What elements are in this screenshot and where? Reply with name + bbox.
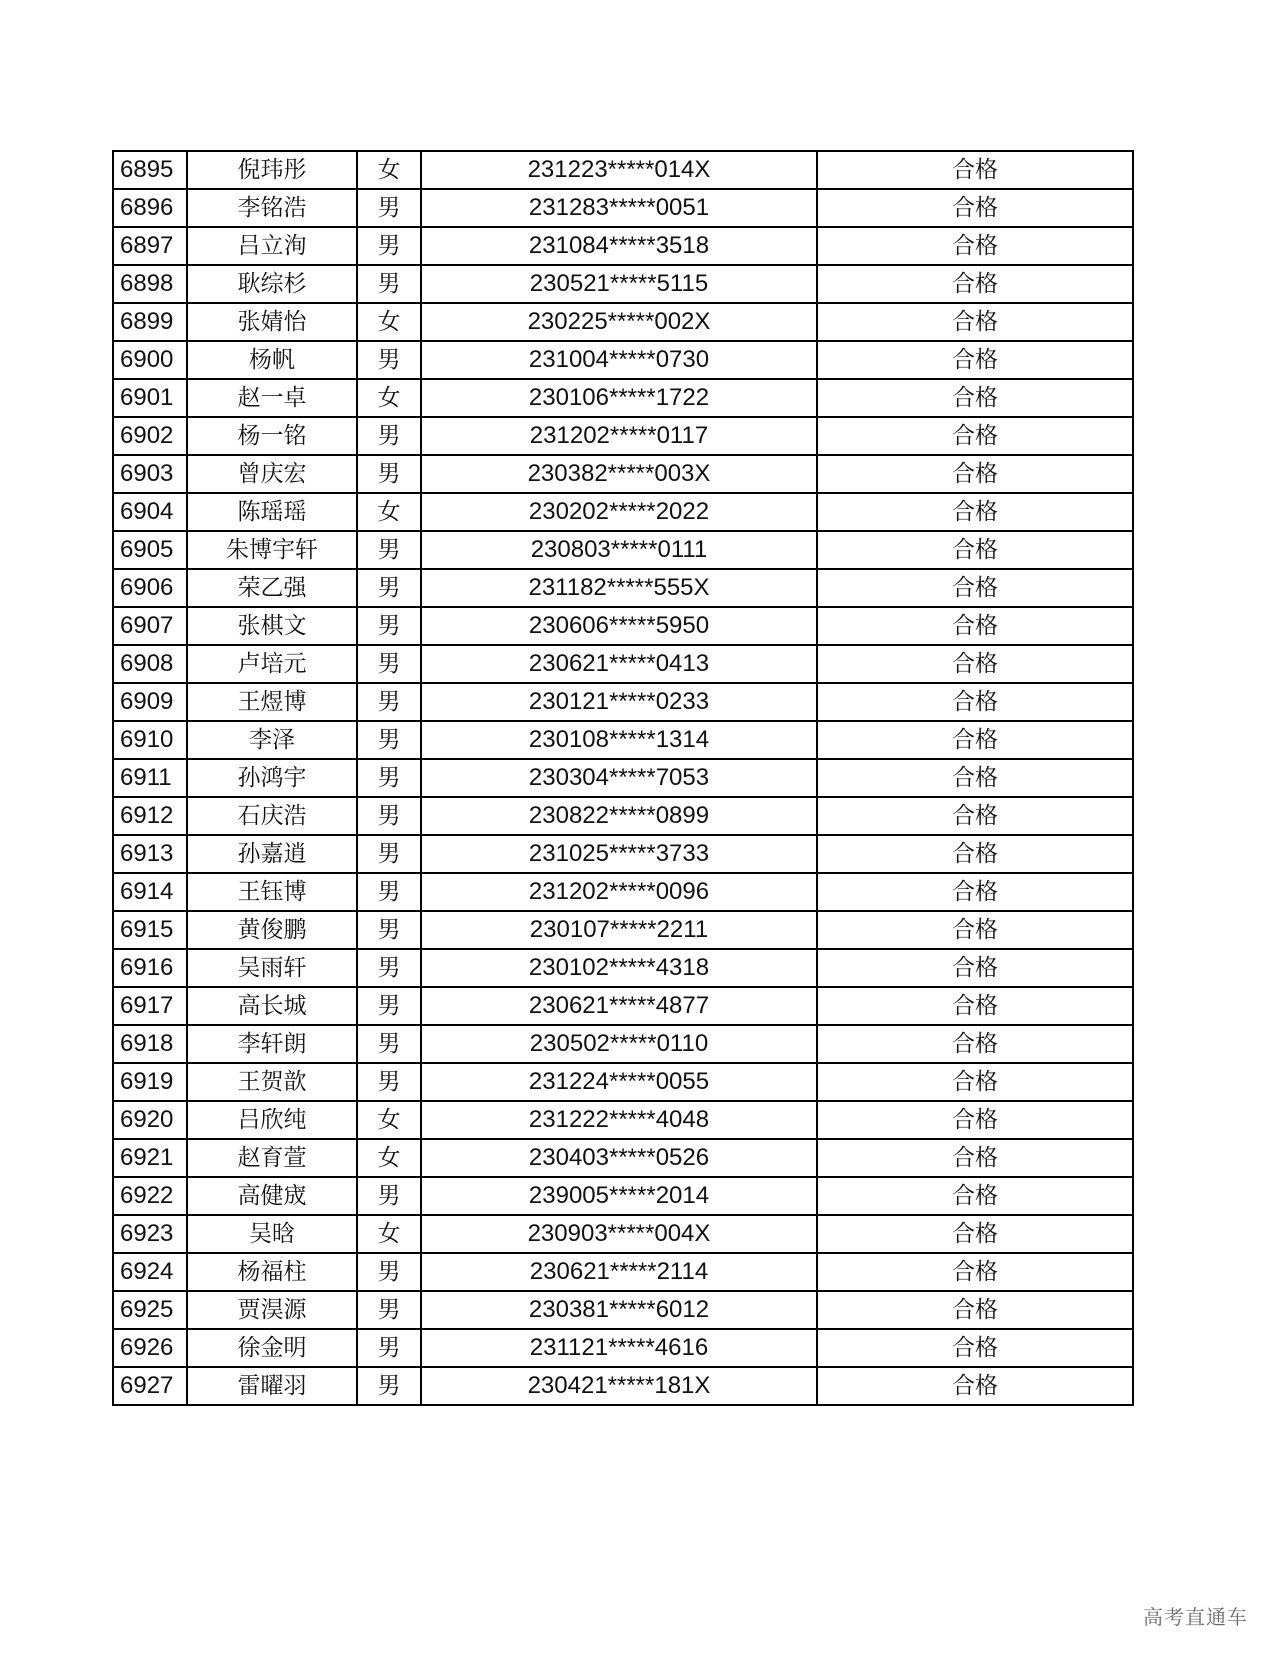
result-cell: 合格 — [817, 911, 1133, 949]
result-cell: 合格 — [817, 303, 1133, 341]
name-cell: 吴晗 — [187, 1215, 357, 1253]
name-cell: 李轩朗 — [187, 1025, 357, 1063]
serial-number-cell: 6917 — [113, 987, 187, 1025]
gender-cell: 男 — [357, 455, 421, 493]
result-cell: 合格 — [817, 189, 1133, 227]
result-cell: 合格 — [817, 493, 1133, 531]
table-row — [113, 1139, 1133, 1177]
result-cell: 合格 — [817, 759, 1133, 797]
gender-cell: 男 — [357, 721, 421, 759]
table-row — [113, 1291, 1133, 1329]
result-cell: 合格 — [817, 873, 1133, 911]
serial-number-cell: 6895 — [113, 151, 187, 189]
gender-cell: 男 — [357, 189, 421, 227]
table-row — [113, 1101, 1133, 1139]
gender-cell: 女 — [357, 1215, 421, 1253]
table-row — [113, 759, 1133, 797]
table-row — [113, 1253, 1133, 1291]
gender-cell: 男 — [357, 1025, 421, 1063]
name-cell: 朱博宇轩 — [187, 531, 357, 569]
serial-number-cell: 6915 — [113, 911, 187, 949]
serial-number-cell: 6919 — [113, 1063, 187, 1101]
name-cell: 张棋文 — [187, 607, 357, 645]
table-row — [113, 911, 1133, 949]
id-number-cell: 230381*****6012 — [421, 1291, 817, 1329]
serial-number-cell: 6906 — [113, 569, 187, 607]
table-row — [113, 1367, 1133, 1405]
name-cell: 高健宬 — [187, 1177, 357, 1215]
table-row — [113, 189, 1133, 227]
gender-cell: 男 — [357, 797, 421, 835]
id-number-cell: 230421*****181X — [421, 1367, 817, 1405]
id-number-cell: 231223*****014X — [421, 151, 817, 189]
serial-number-cell: 6920 — [113, 1101, 187, 1139]
result-cell: 合格 — [817, 835, 1133, 873]
result-cell: 合格 — [817, 341, 1133, 379]
table-row — [113, 1215, 1133, 1253]
result-cell: 合格 — [817, 417, 1133, 455]
serial-number-cell: 6925 — [113, 1291, 187, 1329]
name-cell: 曾庆宏 — [187, 455, 357, 493]
serial-number-cell: 6901 — [113, 379, 187, 417]
serial-number-cell: 6904 — [113, 493, 187, 531]
result-cell: 合格 — [817, 569, 1133, 607]
serial-number-cell: 6909 — [113, 683, 187, 721]
gender-cell: 女 — [357, 151, 421, 189]
result-cell: 合格 — [817, 531, 1133, 569]
serial-number-cell: 6914 — [113, 873, 187, 911]
gender-cell: 男 — [357, 873, 421, 911]
name-cell: 王贺歆 — [187, 1063, 357, 1101]
name-cell: 徐金明 — [187, 1329, 357, 1367]
result-cell: 合格 — [817, 987, 1133, 1025]
name-cell: 张婧怡 — [187, 303, 357, 341]
result-cell: 合格 — [817, 1177, 1133, 1215]
gender-cell: 女 — [357, 493, 421, 531]
serial-number-cell: 6900 — [113, 341, 187, 379]
gender-cell: 男 — [357, 1291, 421, 1329]
gender-cell: 男 — [357, 683, 421, 721]
result-cell: 合格 — [817, 265, 1133, 303]
serial-number-cell: 6913 — [113, 835, 187, 873]
id-number-cell: 230304*****7053 — [421, 759, 817, 797]
gender-cell: 女 — [357, 1139, 421, 1177]
name-cell: 吕立洵 — [187, 227, 357, 265]
gender-cell: 男 — [357, 1063, 421, 1101]
gender-cell: 男 — [357, 911, 421, 949]
result-cell: 合格 — [817, 1063, 1133, 1101]
id-number-cell: 230403*****0526 — [421, 1139, 817, 1177]
gender-cell: 男 — [357, 1329, 421, 1367]
table-row — [113, 417, 1133, 455]
gender-cell: 男 — [357, 531, 421, 569]
gender-cell: 男 — [357, 1253, 421, 1291]
result-cell: 合格 — [817, 1367, 1133, 1405]
id-number-cell: 230108*****1314 — [421, 721, 817, 759]
name-cell: 黄俊鹏 — [187, 911, 357, 949]
serial-number-cell: 6910 — [113, 721, 187, 759]
result-cell: 合格 — [817, 379, 1133, 417]
name-cell: 陈瑶瑶 — [187, 493, 357, 531]
table-row — [113, 265, 1133, 303]
table-row — [113, 341, 1133, 379]
gender-cell: 女 — [357, 303, 421, 341]
table-row — [113, 227, 1133, 265]
id-number-cell: 231283*****0051 — [421, 189, 817, 227]
serial-number-cell: 6927 — [113, 1367, 187, 1405]
table-row — [113, 1177, 1133, 1215]
watermark-text: 高考直通车 — [1143, 1605, 1248, 1629]
table-row — [113, 379, 1133, 417]
gender-cell: 女 — [357, 1101, 421, 1139]
serial-number-cell: 6924 — [113, 1253, 187, 1291]
gender-cell: 男 — [357, 987, 421, 1025]
table-row — [113, 645, 1133, 683]
gender-cell: 男 — [357, 1177, 421, 1215]
table-row — [113, 721, 1133, 759]
gender-cell: 男 — [357, 607, 421, 645]
name-cell: 李泽 — [187, 721, 357, 759]
serial-number-cell: 6902 — [113, 417, 187, 455]
gender-cell: 男 — [357, 1367, 421, 1405]
table-row — [113, 455, 1133, 493]
name-cell: 吴雨轩 — [187, 949, 357, 987]
table-row — [113, 569, 1133, 607]
table-row — [113, 987, 1133, 1025]
table-row — [113, 683, 1133, 721]
result-cell: 合格 — [817, 645, 1133, 683]
name-cell: 杨一铭 — [187, 417, 357, 455]
table-row — [113, 1329, 1133, 1367]
roster-table-body — [113, 151, 1133, 1405]
id-number-cell: 230225*****002X — [421, 303, 817, 341]
gender-cell: 男 — [357, 417, 421, 455]
table-row — [113, 1063, 1133, 1101]
result-cell: 合格 — [817, 227, 1133, 265]
serial-number-cell: 6896 — [113, 189, 187, 227]
id-number-cell: 230621*****2114 — [421, 1253, 817, 1291]
serial-number-cell: 6921 — [113, 1139, 187, 1177]
serial-number-cell: 6923 — [113, 1215, 187, 1253]
serial-number-cell: 6922 — [113, 1177, 187, 1215]
serial-number-cell: 6903 — [113, 455, 187, 493]
serial-number-cell: 6916 — [113, 949, 187, 987]
roster-table — [112, 150, 1134, 1406]
id-number-cell: 230107*****2211 — [421, 911, 817, 949]
gender-cell: 男 — [357, 265, 421, 303]
result-cell: 合格 — [817, 721, 1133, 759]
serial-number-cell: 6926 — [113, 1329, 187, 1367]
name-cell: 王煜博 — [187, 683, 357, 721]
gender-cell: 女 — [357, 379, 421, 417]
gender-cell: 男 — [357, 949, 421, 987]
id-number-cell: 231025*****3733 — [421, 835, 817, 873]
result-cell: 合格 — [817, 455, 1133, 493]
name-cell: 孙鸿宇 — [187, 759, 357, 797]
id-number-cell: 230903*****004X — [421, 1215, 817, 1253]
name-cell: 杨福柱 — [187, 1253, 357, 1291]
table-row — [113, 493, 1133, 531]
serial-number-cell: 6898 — [113, 265, 187, 303]
id-number-cell: 230121*****0233 — [421, 683, 817, 721]
name-cell: 吕欣纯 — [187, 1101, 357, 1139]
result-cell: 合格 — [817, 1253, 1133, 1291]
id-number-cell: 230502*****0110 — [421, 1025, 817, 1063]
name-cell: 雷曜羽 — [187, 1367, 357, 1405]
id-number-cell: 230521*****5115 — [421, 265, 817, 303]
serial-number-cell: 6897 — [113, 227, 187, 265]
id-number-cell: 230621*****4877 — [421, 987, 817, 1025]
id-number-cell: 230822*****0899 — [421, 797, 817, 835]
name-cell: 孙嘉逍 — [187, 835, 357, 873]
result-cell: 合格 — [817, 797, 1133, 835]
name-cell: 石庆浩 — [187, 797, 357, 835]
result-cell: 合格 — [817, 1101, 1133, 1139]
result-cell: 合格 — [817, 151, 1133, 189]
name-cell: 卢培元 — [187, 645, 357, 683]
name-cell: 王钰博 — [187, 873, 357, 911]
result-cell: 合格 — [817, 1291, 1133, 1329]
gender-cell: 男 — [357, 759, 421, 797]
table-row — [113, 797, 1133, 835]
table-row — [113, 1025, 1133, 1063]
name-cell: 倪玮彤 — [187, 151, 357, 189]
name-cell: 耿综杉 — [187, 265, 357, 303]
table-row — [113, 303, 1133, 341]
table-row — [113, 949, 1133, 987]
result-cell: 合格 — [817, 1025, 1133, 1063]
id-number-cell: 231224*****0055 — [421, 1063, 817, 1101]
serial-number-cell: 6907 — [113, 607, 187, 645]
gender-cell: 男 — [357, 645, 421, 683]
id-number-cell: 230202*****2022 — [421, 493, 817, 531]
gender-cell: 男 — [357, 341, 421, 379]
result-cell: 合格 — [817, 1329, 1133, 1367]
id-number-cell: 231182*****555X — [421, 569, 817, 607]
serial-number-cell: 6918 — [113, 1025, 187, 1063]
serial-number-cell: 6899 — [113, 303, 187, 341]
id-number-cell: 231084*****3518 — [421, 227, 817, 265]
table-row — [113, 151, 1133, 189]
name-cell: 赵一卓 — [187, 379, 357, 417]
name-cell: 杨帆 — [187, 341, 357, 379]
id-number-cell: 239005*****2014 — [421, 1177, 817, 1215]
id-number-cell: 231202*****0117 — [421, 417, 817, 455]
name-cell: 赵育萱 — [187, 1139, 357, 1177]
id-number-cell: 231004*****0730 — [421, 341, 817, 379]
table-row — [113, 531, 1133, 569]
table-row — [113, 873, 1133, 911]
id-number-cell: 230606*****5950 — [421, 607, 817, 645]
result-cell: 合格 — [817, 1215, 1133, 1253]
serial-number-cell: 6905 — [113, 531, 187, 569]
name-cell: 李铭浩 — [187, 189, 357, 227]
id-number-cell: 230106*****1722 — [421, 379, 817, 417]
table-row — [113, 607, 1133, 645]
serial-number-cell: 6911 — [113, 759, 187, 797]
id-number-cell: 231121*****4616 — [421, 1329, 817, 1367]
name-cell: 贾淏源 — [187, 1291, 357, 1329]
serial-number-cell: 6908 — [113, 645, 187, 683]
table-row — [113, 835, 1133, 873]
gender-cell: 男 — [357, 227, 421, 265]
result-cell: 合格 — [817, 607, 1133, 645]
id-number-cell: 231222*****4048 — [421, 1101, 817, 1139]
id-number-cell: 230382*****003X — [421, 455, 817, 493]
result-cell: 合格 — [817, 949, 1133, 987]
gender-cell: 男 — [357, 835, 421, 873]
serial-number-cell: 6912 — [113, 797, 187, 835]
id-number-cell: 230102*****4318 — [421, 949, 817, 987]
id-number-cell: 231202*****0096 — [421, 873, 817, 911]
id-number-cell: 230621*****0413 — [421, 645, 817, 683]
name-cell: 荣乙强 — [187, 569, 357, 607]
result-cell: 合格 — [817, 683, 1133, 721]
result-cell: 合格 — [817, 1139, 1133, 1177]
gender-cell: 男 — [357, 569, 421, 607]
name-cell: 高长城 — [187, 987, 357, 1025]
id-number-cell: 230803*****0111 — [421, 531, 817, 569]
